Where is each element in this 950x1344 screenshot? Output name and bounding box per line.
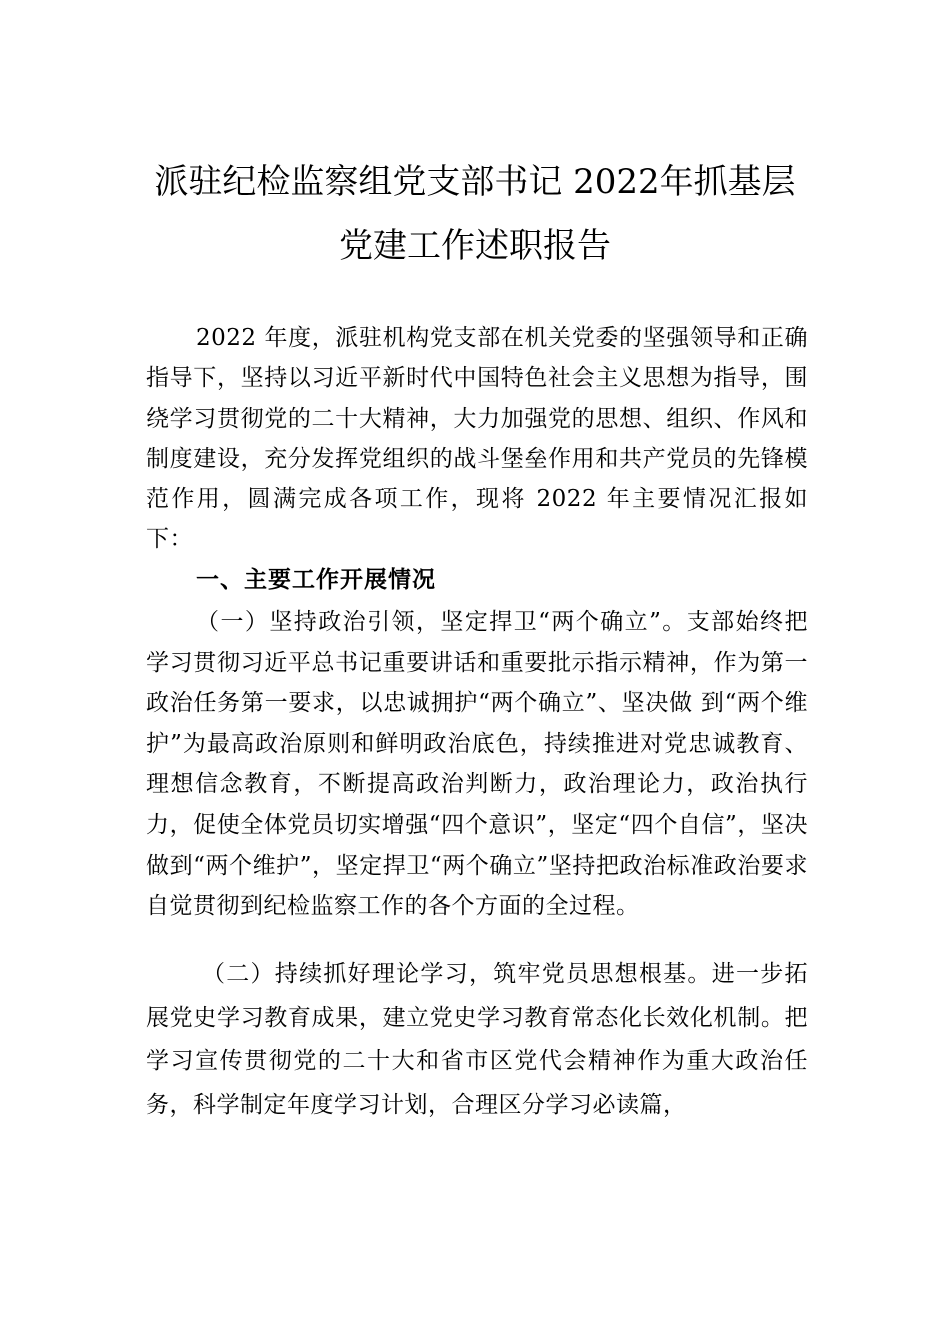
section-heading-1: 一、主要工作开展情况 [196,567,436,593]
document-title-line-2: 党建工作述职报告 [339,226,611,266]
document-title-line-1: 派驻纪检监察组党支部书记 2022年抓基层 [154,162,796,202]
intro-paragraph: 2022 年度，派驻机构党支部在机关党委的坚强领导和正确指导下，坚持以习近平新时代中国特色社会主义思想为指导，围绕学习贯彻党的二十大精神，大力加强党的思想、组织、作风和制度建设，充分发挥党组织的战斗堡垒作用和共产党员的先锋模范作用，圆满完成各项工作，现将 2022 年主要情况汇报如下： [146,325,808,553]
item-1-lead: （一）坚持政治引领，坚定捍卫“两个确立”。 [196,609,687,635]
paragraph-item-2 [146,953,808,1127]
item-1-body: 支部始终把学习贯彻习近平总书记重要讲话和重要批示指示精神，作为第一政治任务第一要求，以忠诚拥护“两个确立”、坚决做 到“两个维护”为最高政治原则和鲜明政治底色，持续推进对党忠诚教育、理想信念教育，不断提高政治判断力，政治理论力，政治执行力，促使全体党员切实增强“四个意识”，坚定“四个自信”，坚决做到“两个维护”，坚定捍卫“两个确立”坚持把政治标准政治要求自觉贯彻到纪检监察工作的各个方面的全过程。 [146,609,808,920]
item-2-lead: （二）持续抓好理论学习，筑牢党员思想根基。 [202,961,712,987]
item-2-body: 进一步拓展党史学习教育成果，建立党史学习教育常态化长效化机制。把学习宣传贯彻党的二十大和省市区党代会精神作为重大政治任务，科学制定年度学习计划，合理区分学习必读篇， [146,961,809,1118]
paragraph-item-1 [146,602,808,927]
